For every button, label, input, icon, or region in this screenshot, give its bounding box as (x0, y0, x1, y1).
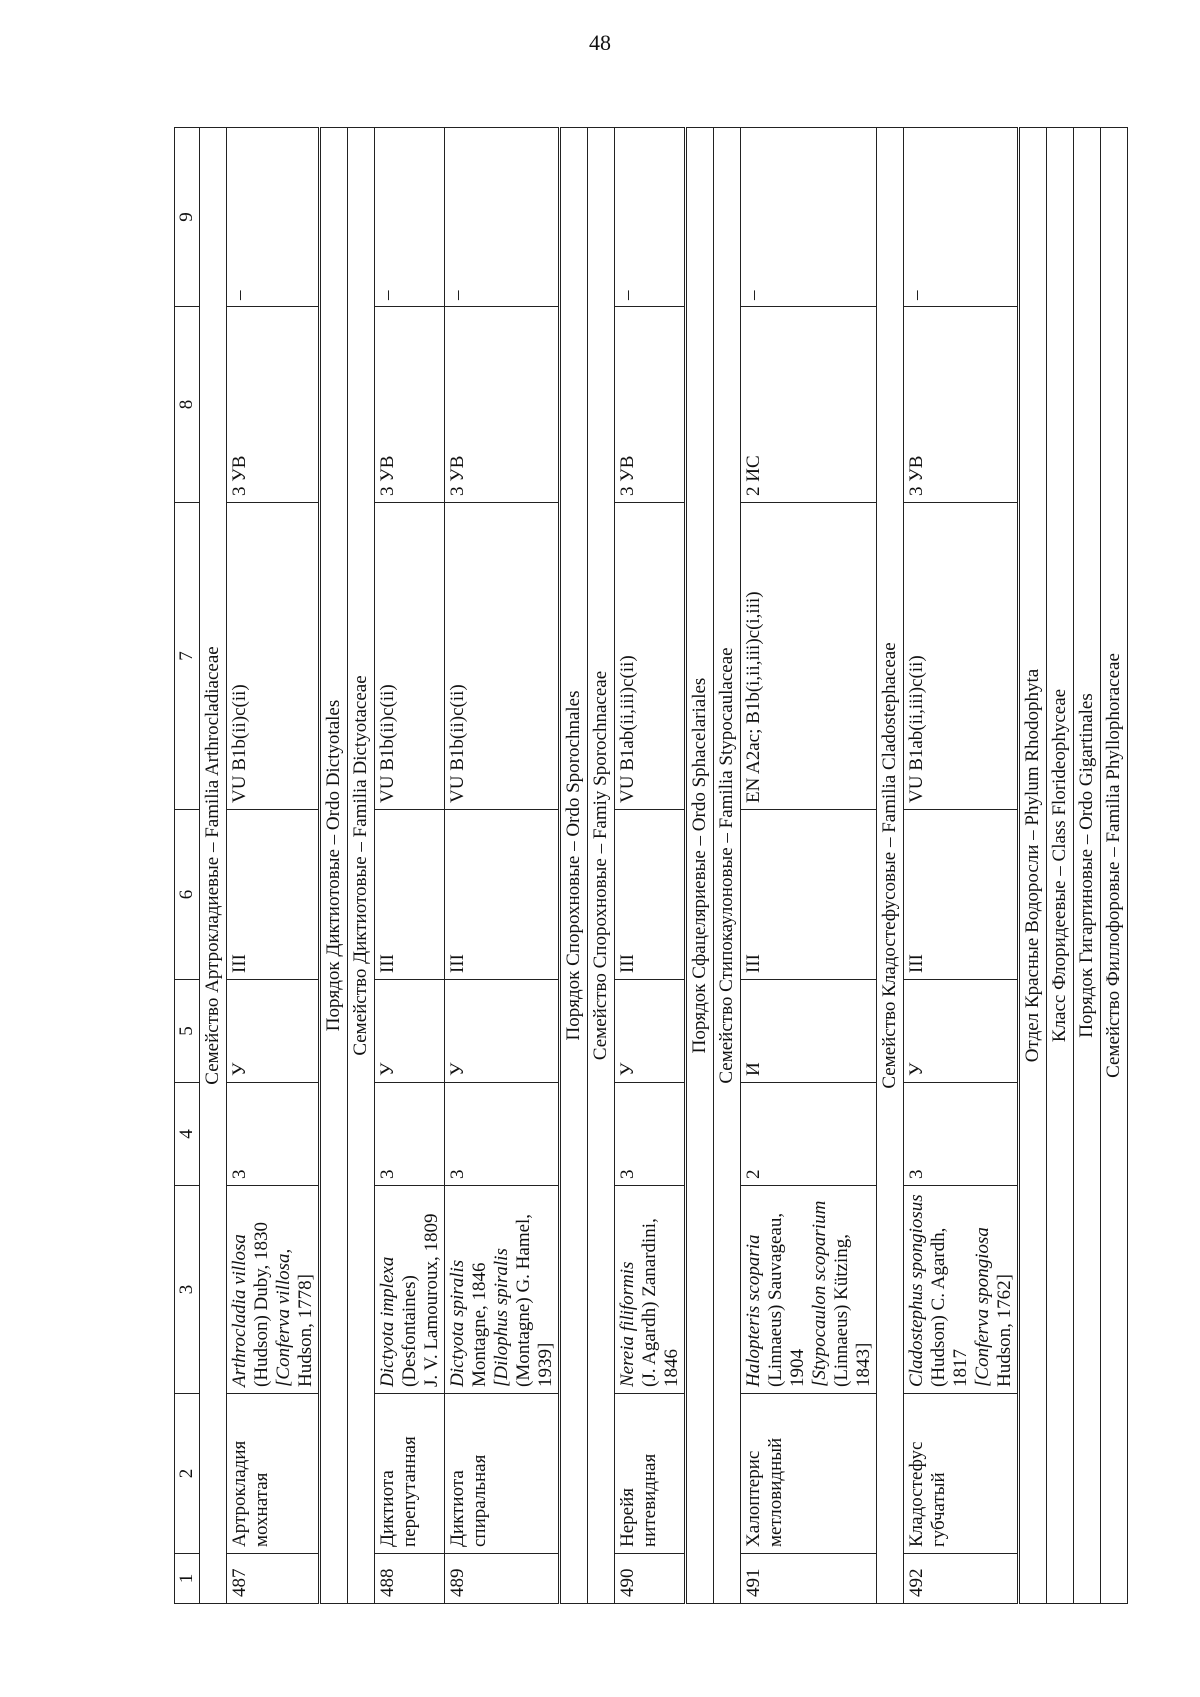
red-book-table (174, 127, 1128, 1604)
rotated-table-wrapper (174, 128, 1168, 1604)
taxon-group-row (200, 128, 227, 1604)
species-row (227, 128, 320, 1604)
header-row (175, 128, 200, 1604)
iucn-criteria: VU B1b(ii)c(ii) (227, 503, 320, 810)
status-code: У (227, 980, 320, 1083)
species-name-ru (445, 1394, 560, 1554)
column-number-4: 4 (175, 1083, 200, 1186)
table-body (175, 128, 1128, 1604)
taxon-group-title: Семейство Кладостефусовые – Familia Cladostephaceae (877, 128, 904, 1604)
species-number: 490 (615, 1554, 686, 1604)
taxon-group-title: Порядок Гигартиновые – Ordo Gigartinales (1074, 128, 1101, 1604)
name-latin-line: [Conferva villosa, (273, 1248, 294, 1387)
name-latin-line: Nereia filiformis (617, 1261, 638, 1387)
priority-level: III (741, 810, 877, 980)
taxon-group-row (877, 128, 904, 1604)
name-latin-line: Halopteris scoparia (743, 1234, 764, 1387)
name-latin-line: Hudson, 1762] (994, 1274, 1015, 1387)
species-name-ru (904, 1394, 1019, 1554)
column-9-value: – (741, 128, 877, 307)
name-latin-line: (Montagne) G. Hamel, 1939] (513, 1213, 556, 1387)
species-row (741, 128, 877, 1604)
species-name-latin (445, 1186, 560, 1394)
regional-status: 3 УВ (445, 307, 560, 503)
name-latin-line: Arthrocladia villosa (229, 1234, 250, 1387)
name-latin-line: Dictyota implexa (377, 1256, 398, 1387)
taxon-group-row (714, 128, 741, 1604)
taxon-group-title: Порядок Сфацеляриевые – Ordo Sphacelariales (686, 128, 714, 1604)
column-9-value: – (445, 128, 560, 307)
taxon-group-row (348, 128, 375, 1604)
species-name-ru (741, 1394, 877, 1554)
priority-level: III (375, 810, 445, 980)
regional-status: 3 УВ (904, 307, 1019, 503)
taxon-group-title: Класс Флоридеевые – Class Florideophyceae (1047, 128, 1074, 1604)
taxon-group-row (1047, 128, 1074, 1604)
regional-status: 3 УВ (615, 307, 686, 503)
iucn-criteria: VU B1b(ii)c(ii) (375, 503, 445, 810)
taxon-group-title: Порядок Спорохновые – Ordo Sporochnales (560, 128, 588, 1604)
taxon-group-row (1074, 128, 1101, 1604)
species-name-latin (375, 1186, 445, 1394)
name-latin-line: J. V. Lamouroux, 1809 (421, 1213, 442, 1387)
status-code: У (904, 980, 1019, 1083)
species-name-latin (904, 1186, 1019, 1394)
species-number: 487 (227, 1554, 320, 1604)
column-number-1: 1 (175, 1554, 200, 1604)
iucn-criteria: VU B1ab(ii,iii)c(ii) (904, 503, 1019, 810)
name-latin-line: (J. Agardh) Zanardini, 1846 (639, 1218, 682, 1387)
status-code: И (741, 980, 877, 1083)
column-number-5: 5 (175, 980, 200, 1083)
taxon-group-row (686, 128, 714, 1604)
taxon-group-row (1101, 128, 1128, 1604)
taxon-group-title: Семейство Диктиотовые – Familia Dictyotaceae (348, 128, 375, 1604)
iucn-criteria: EN A2ac; B1b(i,ii,iii)c(i,iii) (741, 503, 877, 810)
name-latin-line: Hudson, 1778] (295, 1274, 316, 1387)
taxon-group-row (560, 128, 588, 1604)
species-number: 488 (375, 1554, 445, 1604)
name-ru-line: губчатый (928, 1472, 949, 1547)
name-ru-line: Диктиота (377, 1470, 398, 1547)
name-ru-line: Диктиота (447, 1470, 468, 1547)
name-latin-line: Dictyota spiralis (447, 1259, 468, 1387)
name-ru-line: Артрокладия (229, 1440, 250, 1547)
taxon-group-row (588, 128, 615, 1604)
taxon-group-title: Семейство Стипокаулоновые – Familia Stypocaulaceae (714, 128, 741, 1604)
species-number: 489 (445, 1554, 560, 1604)
column-number-3: 3 (175, 1186, 200, 1394)
status-category: 3 (227, 1083, 320, 1186)
taxon-group-title: Отдел Красные Водоросли – Phylum Rhodophyta (1019, 128, 1047, 1604)
name-latin-line: (Desfontaines) (399, 1275, 420, 1387)
taxon-group-title: Семейство Артрокладиевые – Familia Arthrocladiaceae (200, 128, 227, 1604)
name-latin-line: [Stypocaulon scoparium (809, 1200, 830, 1387)
name-latin-line: Cladostephus spongiosus (906, 1194, 927, 1387)
name-latin-line: [Dilophus spiralis (491, 1248, 512, 1387)
species-row (375, 128, 445, 1604)
column-number-7: 7 (175, 503, 200, 810)
column-number-8: 8 (175, 307, 200, 503)
status-category: 2 (741, 1083, 877, 1186)
priority-level: III (445, 810, 560, 980)
status-code: У (445, 980, 560, 1083)
column-9-value: – (375, 128, 445, 307)
species-name-ru (375, 1394, 445, 1554)
name-ru-line: спиральная (469, 1454, 490, 1547)
regional-status: 2 ИС (741, 307, 877, 503)
species-row (445, 128, 560, 1604)
name-ru-line: Нерейя нитевидная (617, 1453, 660, 1547)
regional-status: 3 УВ (375, 307, 445, 503)
species-name-ru (227, 1394, 320, 1554)
taxon-group-title: Семейство Филлофоровые – Familia Phyllophoraceae (1101, 128, 1128, 1604)
column-number-2: 2 (175, 1394, 200, 1554)
status-category: 3 (445, 1083, 560, 1186)
name-latin-line: (Hudson) C. Agardh, 1817 (928, 1227, 971, 1387)
column-9-value: – (904, 128, 1019, 307)
status-code: У (375, 980, 445, 1083)
status-category: 3 (615, 1083, 686, 1186)
priority-level: III (227, 810, 320, 980)
status-code: У (615, 980, 686, 1083)
name-ru-line: Халоптерис (743, 1450, 764, 1547)
name-latin-line: [Conferva spongiosa (972, 1227, 993, 1387)
priority-level: III (615, 810, 686, 980)
taxon-group-title: Порядок Диктиотовые – Ordo Dictyotales (320, 128, 348, 1604)
name-latin-line: (Hudson) Duby, 1830 (251, 1221, 272, 1387)
taxon-group-row (320, 128, 348, 1604)
taxon-group-title: Семейство Спорохновые – Famiy Sporochnaceae (588, 128, 615, 1604)
status-category: 3 (904, 1083, 1019, 1186)
species-name-latin (227, 1186, 320, 1394)
name-latin-line: Montagne, 1846 (469, 1262, 490, 1387)
column-9-value: – (227, 128, 320, 307)
name-ru-line: Кладостефус (906, 1441, 927, 1547)
species-name-latin (615, 1186, 686, 1394)
column-number-9: 9 (175, 128, 200, 307)
name-ru-line: метловидный (765, 1437, 786, 1547)
column-9-value: – (615, 128, 686, 307)
name-latin-line: (Linnaeus) Kützing, 1843] (831, 1233, 874, 1387)
species-row (615, 128, 686, 1604)
species-row (904, 128, 1019, 1604)
column-number-6: 6 (175, 810, 200, 980)
species-number: 492 (904, 1554, 1019, 1604)
priority-level: III (904, 810, 1019, 980)
iucn-criteria: VU B1b(ii)c(ii) (445, 503, 560, 810)
species-number: 491 (741, 1554, 877, 1604)
name-ru-line: мохнатая (251, 1472, 272, 1547)
iucn-criteria: VU B1ab(ii,iii)c(ii) (615, 503, 686, 810)
regional-status: 3 УВ (227, 307, 320, 503)
name-latin-line: (Linnaeus) Sauvageau, 1904 (765, 1212, 808, 1387)
name-ru-line: перепутанная (399, 1436, 420, 1547)
page-number: 48 (589, 30, 611, 55)
species-name-ru (615, 1394, 686, 1554)
species-name-latin (741, 1186, 877, 1394)
taxon-group-row (1019, 128, 1047, 1604)
status-category: 3 (375, 1083, 445, 1186)
